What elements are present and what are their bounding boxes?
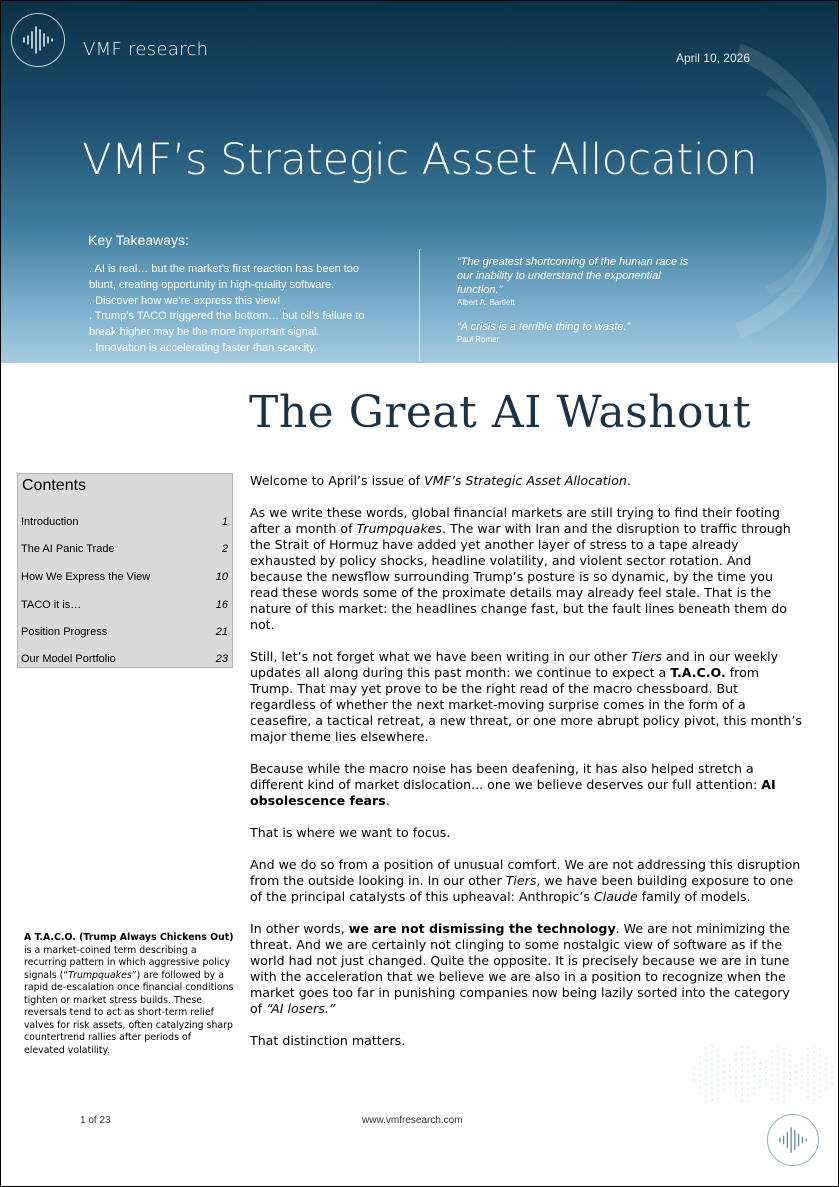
toc-item-page: 1 — [221, 516, 228, 528]
body-strong: AI obsolescence fears — [250, 777, 776, 808]
toc-item-page: 2 — [221, 543, 228, 555]
quote-author: Paul Romer — [457, 335, 500, 344]
toc-item-page: 23 — [215, 653, 228, 665]
body-text: And we do so from a position of unusual comfort. We are not addressing this disruption from the outside looking in. In our other — [250, 857, 801, 888]
quote-bartlett — [457, 255, 707, 307]
body-strong: we are not dismissing the technology — [348, 921, 616, 936]
body-paragraph — [250, 761, 802, 809]
key-takeaways-list — [89, 262, 409, 357]
body-text: Because while the macro noise has been deafening, it has also helped stretch a different kind of market dislocation... one we believe deserves our full attention: — [250, 761, 762, 792]
toc-item[interactable] — [21, 571, 228, 583]
header-divider — [419, 249, 420, 361]
body-paragraph — [250, 857, 802, 905]
body-text: . — [626, 473, 631, 488]
body-emphasis: Tiers — [631, 649, 662, 664]
quote-text: “A crisis is a terrible thing to waste.” — [457, 321, 631, 333]
takeaway-line: . AI is real… but the market’s first reaction has been too — [89, 263, 360, 275]
waveform-icon — [21, 24, 55, 56]
footer-logo — [767, 1114, 819, 1166]
waveform-icon — [777, 1125, 809, 1155]
body-text: . — [385, 793, 390, 808]
article-title: The Great AI Washout — [249, 387, 752, 438]
sidenote-emphasis: Trumpquakes — [68, 969, 132, 981]
toc-item-label: TACO it is… — [21, 599, 82, 611]
body-emphasis: VMF’s Strategic Asset Allocation — [424, 473, 627, 488]
toc-item-page: 10 — [215, 571, 228, 583]
body-paragraph: That is where we want to focus. — [250, 825, 451, 840]
taco-sidenote — [24, 932, 234, 1057]
body-text: from Trump. That may yet prove to be the right read of the macro chessboard. But regardless of whether the next market-moving surprise comes in the form of a ceasefire, a tactical retreat, a new threat, or one more abrupt policy pivot, this month’s major theme lies elsewhere. — [250, 665, 802, 744]
toc-item[interactable] — [21, 599, 228, 611]
body-paragraph — [250, 649, 802, 745]
report-date: April 10, 2026 — [675, 51, 750, 65]
sidenote-term: A T.A.C.O. (Trump Always Chickens Out) — [24, 932, 234, 943]
vmf-logo — [11, 13, 65, 67]
body-paragraph: That distinction matters. — [250, 1033, 406, 1048]
toc-item[interactable] — [21, 543, 228, 555]
body-text: and in our weekly updates all along during this past month: we continue to expect a — [250, 649, 779, 680]
quote-author: Albert A. Bartlett — [457, 298, 515, 307]
publication-title: VMF’s Strategic Asset Allocation — [82, 135, 757, 185]
body-text: , we have been building exposure to one of the principal catalysts of this upheaval: Anthropic’s — [250, 873, 794, 904]
toc-item-page: 16 — [215, 599, 228, 611]
body-emphasis: Claude — [594, 889, 638, 904]
toc-item[interactable] — [21, 516, 228, 528]
body-paragraph — [250, 921, 802, 1017]
key-takeaways-heading: Key Takeaways: — [88, 232, 189, 248]
body-text: . The war with Iran and the disruption to traffic through the Strait of Hormuz have added yet another layer of stress to a tape already exhausted by policy shocks, headline volatility, and violent sector rotation. And because the newsflow surrounding Trump’s posture is so dynamic, by the time you read these words some of the proximate details may already feel stale. That is the nature of this market: the headlines change fast, but the fault lines beneath them do not. — [250, 521, 791, 632]
body-text: Still, let’s not forget what we have been writing in our other — [250, 649, 632, 664]
toc-item-label: Introduction — [21, 516, 79, 528]
toc-item-label: How We Express the View — [21, 571, 151, 583]
takeaway-line: . Discover how we’re express this view! — [89, 294, 281, 307]
sidenote-text: ”) are followed by a rapid de-escalation once financial conditions tighten or market stress builds. These reversals tend to act as short-term relief valves for risk assets, often catalyzing sharp countertrend rallies after periods of elevated volatility. — [24, 969, 234, 1056]
toc-item[interactable] — [21, 626, 228, 638]
body-emphasis: Tiers — [505, 873, 537, 888]
body-text: In other words, — [250, 921, 349, 936]
toc-item-label: Position Progress — [21, 626, 108, 638]
body-emphasis: “AI losers.” — [266, 1001, 336, 1016]
website-link[interactable]: www.vmfresearch.com — [362, 1115, 463, 1126]
body-paragraph — [250, 505, 802, 633]
body-paragraph — [250, 473, 802, 489]
takeaway-line: . Trump’s TACO triggered the bottom… but oil’s failure to — [89, 310, 365, 323]
takeaway-line: break higher may be the more important signal. — [89, 326, 320, 339]
toc-item-page: 21 — [215, 626, 228, 638]
body-text: Welcome to April’s issue of — [250, 473, 425, 488]
quote-romer — [457, 320, 707, 344]
body-text: As we write these words, global financial markets are still trying to find their footing after a month of — [250, 505, 780, 536]
sidenote-text: is a market-coined term describing a recurring pattern in which aggressive policy signals (“ — [24, 944, 231, 981]
quote-text: “The greatest shortcoming of the human race is our inability to understand the exponential function.” — [457, 256, 689, 296]
toc-item[interactable] — [21, 653, 228, 665]
body-emphasis: Trumpquakes — [356, 521, 442, 536]
toc-item-label: Our Model Portfolio — [21, 653, 116, 665]
body-text: family of models. — [637, 889, 751, 904]
decorative-dots-icon — [691, 1041, 838, 1111]
takeaway-line: . Innovation is accelerating faster than scarcity. — [89, 341, 317, 354]
article-body — [250, 473, 802, 1065]
body-strong: T.A.C.O. — [670, 665, 726, 680]
toc-item-label: The AI Panic Trade — [21, 543, 115, 555]
takeaway-line: blunt, creating opportunity in high-quality software. — [89, 278, 335, 291]
table-of-contents — [17, 473, 233, 668]
header-banner — [1, 1, 838, 363]
contents-heading: Contents — [22, 477, 87, 494]
page-number: 1 of 23 — [80, 1115, 111, 1126]
brand-name: VMF research — [83, 39, 209, 60]
body-text: . We are not minimizing the threat. And we are certainly not clinging to some nostalgic view of software as if the world had not just changed. Quite the opposite. It is precisely because we are in tune with the acceleration that we believe we are also in a position to recognize when the market goes too far in punishing companies now being lazily sorted into the category of — [250, 921, 790, 1016]
